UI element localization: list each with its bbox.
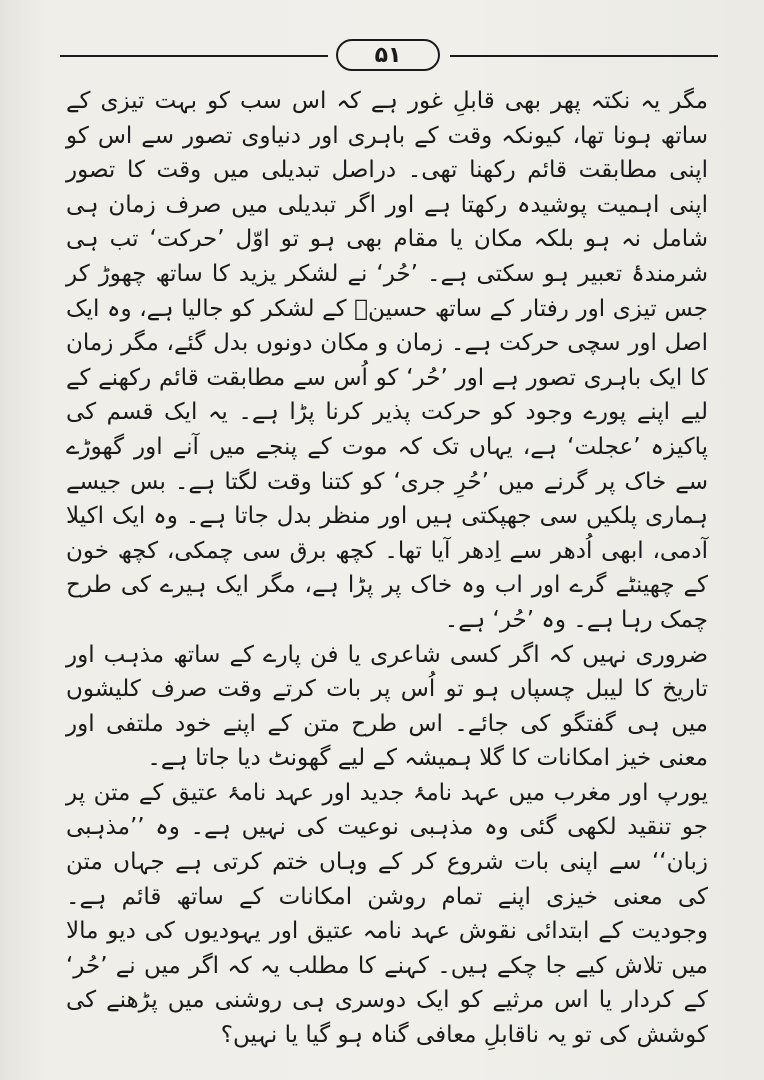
page-number: ۵۱: [374, 42, 402, 68]
header-rule-right: [450, 55, 718, 57]
paragraph: ضروری نہیں کہ اگر کسی شاعری یا فن پارے کے ساتھ مذہب اور تاریخ کا لیبل چسپاں ہو تو اُس پر بات کرتے وقت صرف کلیشوں میں ہی گفتگو کی جائے۔ اس طرح متن کے اپنے خود ملتفی اور معنی خیز امکانات کا گلا ہمیشہ کے لیے گھونٹ دیا جاتا ہے۔: [66, 641, 708, 772]
paragraph: مگر یہ نکتہ پھر بھی قابلِ غور ہے کہ اس سب کو بہت تیزی کے ساتھ ہونا تھا، کیونکہ وقت کے باہری اور دنیاوی تصور سے اس کو اپنی مطابقت قائم رکھنا تھی۔ دراصل تبدیلی میں وقت کا تصور اپنی اہمیت پوشیدہ رکھتا ہے اور اگر تبدیلی میں صرف زمان ہی شامل نہ ہو بلکہ مکان یا مقام بھی ہو تو اوّل ’حرکت‘ تب ہی شرمندۂ تعبیر ہو سکتی ہے۔ ’حُر‘ نے لشکر یزید کا ساتھ چھوڑ کر جس تیزی اور رفتار کے ساتھ حسینؑ کے لشکر کو جالیا ہے، وہ ایک اصل اور سچی حرکت ہے۔ زمان و مکان دونوں بدل گئے، مگر زمان کا ایک باہری تصور ہے اور ’حُر‘ کو اُس سے مطابقت قائم رکھنے کے لیے اپنے پورے وجود کو حرکت پذیر کرنا پڑا ہے۔ یہ ایک قسم کی پاکیزہ ’عجلت‘ ہے، یہاں تک کہ موت کے پنجے میں آنے اور گھوڑے سے خاک پر گرنے میں ’حُرِ جری‘ کو کتنا وقت لگتا ہے۔ بس جیسے ہماری پلکیں سی جھپکتی ہیں اور منظر بدل جاتا ہے۔ وہ ایک اکیلا آدمی، ابھی اُدھر سے اِدھر آیا تھا۔ کچھ برق سی چمکی، کچھ خون کے چھینٹے گرے اور اب وہ خاک پر پڑا ہے، مگر ایک ہیرے کی طرح چمک رہا ہے۔ وہ ’حُر‘ ہے۔: [66, 88, 708, 633]
page-body: [66, 84, 708, 1053]
page-number-badge: [336, 39, 440, 71]
header-rule-left: [60, 55, 328, 57]
page-header: [60, 38, 718, 74]
paragraph: یورپ اور مغرب میں عہد نامۂ جدید اور عہد نامۂ عتیق کے متن پر جو تنقید لکھی گئی وہ مذہبی نوعیت کی نہیں ہے۔ وہ ’’مذہبی زبان‘‘ سے اپنی بات شروع کر کے وہاں ختم کرتی ہے جہاں متن کی معنی خیزی اپنے تمام روشن امکانات کے ساتھ قائم ہے۔ وجودیت کے ابتدائی نقوش عہد نامہ عتیق اور یہودیوں کی دیو مالا میں تلاش کیے جا چکے ہیں۔ کہنے کا مطلب یہ کہ اگر میں نے ’حُر‘ کے کردار یا اس مرثیے کو ایک دوسری ہی روشنی میں پڑھنے کی کوشش کی تو یہ ناقابلِ معافی گناہ ہو گیا یا نہیں؟: [66, 779, 708, 1049]
